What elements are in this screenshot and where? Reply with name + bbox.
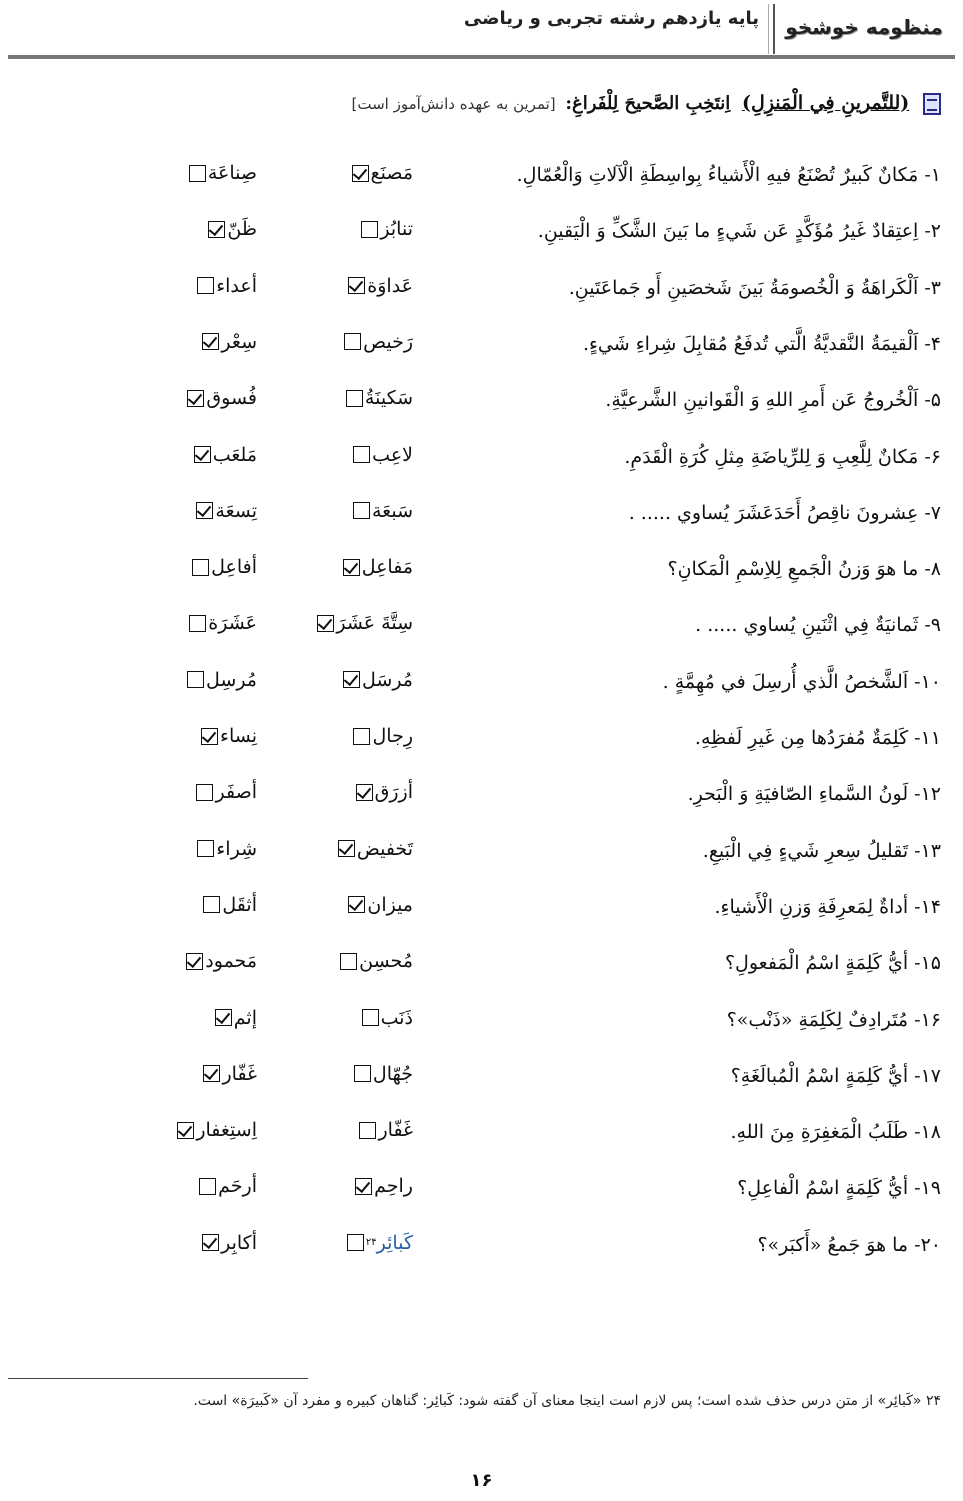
option-label: إثم	[233, 1006, 257, 1029]
option-b[interactable]	[187, 387, 257, 409]
checkbox-unchecked[interactable]	[354, 1065, 371, 1082]
option-a[interactable]	[359, 1119, 413, 1141]
checkbox-unchecked[interactable]	[197, 277, 214, 294]
checkbox-checked[interactable]	[215, 1009, 232, 1026]
option-label: شِراء	[216, 837, 257, 860]
option-b[interactable]	[196, 500, 257, 522]
option-label: نِساء	[220, 725, 257, 747]
option-b[interactable]	[208, 218, 257, 240]
question-text: ١٢- لَونُ السَّماءِ الصّافیَةِ وَ الْبَحرِ.	[687, 783, 941, 806]
footnote-marker[interactable]: ٢۴	[365, 1237, 377, 1249]
checkbox-checked[interactable]	[348, 896, 365, 913]
option-label: اِستِغفار	[196, 1119, 257, 1142]
option-label: لاعِب	[372, 443, 413, 466]
question-text: ١- مَکانٌ کَبیرٌ تُصْنَعُ فیهِ الْأَشیاءُ بِواسِطَةِ الْآلاتِ وَالْعُمّالِ.	[516, 164, 941, 186]
checkbox-checked[interactable]	[187, 390, 204, 407]
option-a[interactable]	[347, 1232, 413, 1254]
question-row	[0, 721, 963, 761]
option-label: فُسوق	[206, 387, 257, 410]
option-label: مَفاعِل	[361, 556, 413, 579]
checkbox-checked[interactable]	[208, 221, 225, 238]
option-a[interactable]	[356, 781, 413, 803]
question-row	[0, 1115, 963, 1155]
option-label: سِتَّةَ عَشَرَ	[336, 612, 413, 635]
option-a[interactable]	[353, 725, 413, 747]
checkbox-checked[interactable]	[338, 840, 355, 857]
option-a[interactable]	[346, 387, 413, 409]
option-b[interactable]	[202, 1232, 257, 1254]
question-row	[0, 552, 963, 592]
option-a[interactable]	[344, 331, 413, 353]
exercise-instruction	[352, 92, 941, 115]
question-row	[0, 271, 963, 311]
option-label: أزرَق	[374, 781, 413, 804]
option-a[interactable]	[362, 1007, 413, 1029]
option-a[interactable]	[340, 950, 413, 972]
option-a[interactable]	[343, 669, 413, 691]
option-b[interactable]	[194, 444, 257, 466]
checkbox-checked[interactable]	[201, 728, 218, 745]
option-label: غَفّار	[378, 1119, 413, 1142]
checkbox-unchecked[interactable]	[353, 728, 370, 745]
option-b[interactable]	[196, 781, 257, 803]
header-title: پایه یازدهم رشته تجربی و ریاضی	[463, 8, 759, 29]
option-label: مَصنَع	[370, 162, 413, 184]
option-label: أعداء	[216, 274, 257, 297]
option-a[interactable]	[352, 162, 414, 184]
option-label: رِجال	[372, 725, 413, 747]
option-label: تنابُز	[380, 218, 413, 241]
checkbox-unchecked[interactable]	[199, 1178, 216, 1195]
exercise-command: اِنتَخِبِ الصَّحیحَ لِلْفَراغِ:	[565, 93, 731, 114]
option-label: مَحمود	[205, 950, 257, 973]
option-b[interactable]	[203, 1063, 257, 1085]
question-row	[0, 214, 963, 254]
question-text: ۴- اَلْقیمَةُ النَّقدیَّةُ الَّتي تُدفَعُ مُقابِلَ شِراءِ شَيءٍ.	[582, 332, 941, 355]
document-icon	[923, 93, 941, 115]
checkbox-unchecked[interactable]	[340, 953, 357, 970]
option-label: سَبعَة	[371, 499, 413, 522]
option-label: أکابِر	[221, 1231, 257, 1254]
option-a[interactable]	[338, 838, 413, 860]
checkbox-unchecked[interactable]	[353, 502, 370, 519]
exercise-title: (للتَّمرینِ فِي الْمَنزِلِ)	[742, 92, 910, 114]
option-label: کَبائِر	[376, 1231, 413, 1254]
option-b[interactable]	[199, 1175, 257, 1197]
question-text: ٨- ما هوَ وَزنُ الْجَمعِ لِلاِسْمِ الْمَکانِ؟	[667, 558, 941, 581]
question-text: ٢- اِعتِقادٌ غَیرُ مُؤَکَّدٍ عَن شَيءٍ ما بَینَ الشَّکِّ وَ الْیَقینِ.	[537, 220, 941, 243]
question-row	[0, 158, 963, 198]
checkbox-checked[interactable]	[343, 559, 360, 576]
checkbox-checked[interactable]	[196, 502, 213, 519]
checkbox-checked[interactable]	[202, 333, 219, 350]
question-text: ١۴- أداةٌ لِمَعرِفَةِ وَزنِ الْأَشیاءِ.	[714, 895, 941, 918]
checkbox-checked[interactable]	[348, 277, 365, 294]
question-row	[0, 383, 963, 423]
checkbox-checked[interactable]	[203, 1065, 220, 1082]
question-row	[0, 777, 963, 817]
option-label: غَفّار	[222, 1062, 257, 1085]
checkbox-unchecked[interactable]	[361, 221, 378, 238]
checkbox-unchecked[interactable]	[353, 446, 370, 463]
checkbox-unchecked[interactable]	[196, 784, 213, 801]
checkbox-unchecked[interactable]	[189, 165, 206, 182]
option-a[interactable]	[317, 612, 413, 634]
option-label: سَکینَةُ	[364, 387, 413, 410]
option-label: مُرسِل	[206, 668, 257, 691]
question-text: ٩- ثَمانیَةٌ فِي اثْنَینِ یُساوي ..... .	[695, 614, 941, 637]
question-text: ١١- کَلِمَةٌ مُفرَدُها مِن غَیرِ لَفظِهِ.	[694, 727, 941, 749]
question-text: ١۶- مُتَرادِفٌ لِکَلِمَةِ «ذَنْب»؟	[726, 1008, 941, 1031]
option-a[interactable]	[354, 1063, 413, 1085]
header-divider	[773, 4, 775, 54]
option-b[interactable]	[202, 331, 257, 353]
option-a[interactable]	[353, 500, 413, 522]
footnote: ٢۴ «کَبائِر» از متن درس حذف شده است؛ پس لازم است اینجا معنای آن گفته شود: کَبائِر: گناهان کبیره و مفرد آن «کَبیرَة» است.	[193, 1393, 941, 1409]
option-label: رَخیص	[363, 330, 413, 353]
option-b[interactable]	[197, 275, 257, 297]
question-row	[0, 440, 963, 480]
option-b[interactable]	[177, 1119, 257, 1141]
question-text: ١٧- أيُّ کَلِمَةٍ اسْمُ الْمُبالَغَةِ؟	[730, 1064, 941, 1087]
question-text: ٧- عِشرونَ ناقِصُ أَحَدَعَشَرَ یُساوي ..... .	[628, 501, 941, 524]
question-text: ١۵- أيُّ کَلِمَةٍ اسْمُ الْمَفعولِ؟	[724, 952, 941, 975]
question-text: ۶- مَکانٌ لِلَّعِبِ وَ لِلرِّیاضَةِ مِثلِ کُرَةِ الْقَدَمِ.	[624, 445, 941, 468]
option-label: أثقَل	[222, 893, 257, 916]
footnote-rule	[8, 1378, 308, 1379]
question-text: ٢٠- ما هوَ جَمعُ «أَکبَر»؟	[757, 1233, 941, 1256]
checkbox-checked[interactable]	[352, 165, 369, 182]
option-b[interactable]	[189, 162, 257, 184]
option-label: جُهّال	[372, 1062, 413, 1085]
option-label: میزان	[367, 893, 413, 916]
option-label: مُحسِن	[359, 950, 413, 973]
question-row	[0, 1171, 963, 1211]
option-label: عَشَرَة	[208, 612, 257, 635]
checkbox-unchecked[interactable]	[197, 840, 214, 857]
option-label: سِعْر	[221, 330, 257, 353]
option-b[interactable]	[203, 894, 257, 916]
option-label: راحِم	[374, 1175, 413, 1198]
checkbox-unchecked[interactable]	[346, 390, 363, 407]
option-a[interactable]	[361, 218, 413, 240]
option-label: أرحَم	[218, 1175, 257, 1198]
header-divider-light	[768, 4, 769, 54]
page-number: ١۶	[470, 1470, 493, 1491]
checkbox-unchecked[interactable]	[347, 1234, 364, 1251]
checkbox-checked[interactable]	[356, 784, 373, 801]
option-label: أصفَر	[215, 781, 257, 804]
question-row	[0, 1059, 963, 1099]
question-row	[0, 946, 963, 986]
option-label: مَلعَب	[212, 443, 257, 466]
question-text: ١٠- اَلشَّخصُ الَّذي أُرسِلَ في مُهِمَّةٍ .	[662, 670, 941, 693]
question-row	[0, 608, 963, 648]
checkbox-unchecked[interactable]	[344, 333, 361, 350]
question-row	[0, 1228, 963, 1268]
option-label: عَداوَة	[367, 274, 413, 297]
question-text: ١٩- أيُّ کَلِمَةٍ اسْمُ الْفاعِلِ؟	[737, 1177, 941, 1200]
question-text: ۵- اَلْخُروجُ عَن أَمرِ اللهِ وَ الْقَوانینِ الشَّرعیَّةِ.	[605, 389, 941, 412]
option-a[interactable]	[343, 556, 413, 578]
option-label: مُرسَل	[362, 668, 413, 691]
checkbox-checked[interactable]	[194, 446, 211, 463]
option-a[interactable]	[355, 1175, 413, 1197]
question-row	[0, 834, 963, 874]
header-rule	[8, 55, 955, 59]
option-label: تِسعَة	[215, 499, 257, 522]
option-label: صِناعَة	[207, 162, 257, 184]
option-label: ظَنّ	[227, 218, 257, 241]
option-b[interactable]	[187, 669, 257, 691]
checkbox-checked[interactable]	[177, 1122, 194, 1139]
question-text: ٣- اَلْکَراهَةُ وَ الْخُصومَةُ بَینَ شَخصَینِ أَو جَماعَتَینِ.	[568, 276, 941, 299]
exercise-note: [تمرین به عهده دانش‌آموز است]	[351, 95, 556, 113]
option-b[interactable]	[201, 725, 257, 747]
option-label: تَخفیض	[356, 837, 413, 860]
checkbox-unchecked[interactable]	[359, 1122, 376, 1139]
brand-logo: منظومه خوشخو	[785, 15, 943, 39]
question-row	[0, 890, 963, 930]
question-row	[0, 496, 963, 536]
option-a[interactable]	[348, 894, 413, 916]
option-b[interactable]	[192, 556, 257, 578]
checkbox-unchecked[interactable]	[362, 1009, 379, 1026]
option-label: أفاعِل	[211, 556, 257, 579]
option-b[interactable]	[186, 950, 257, 972]
question-row	[0, 327, 963, 367]
checkbox-unchecked[interactable]	[189, 615, 206, 632]
checkbox-checked[interactable]	[317, 615, 334, 632]
checkbox-unchecked[interactable]	[203, 896, 220, 913]
option-b[interactable]	[189, 612, 257, 634]
checkbox-unchecked[interactable]	[187, 671, 204, 688]
checkbox-checked[interactable]	[202, 1234, 219, 1251]
page-header	[0, 0, 963, 62]
option-b[interactable]	[215, 1007, 257, 1029]
question-text: ١٨- طَلَبُ الْمَغفِرَةِ مِنَ اللهِ.	[730, 1121, 941, 1144]
checkbox-unchecked[interactable]	[192, 559, 209, 576]
option-a[interactable]	[348, 275, 413, 297]
checkbox-checked[interactable]	[355, 1178, 372, 1195]
question-text: ١٣- تَقلیلُ سِعرِ شَيءٍ فِي الْبَیعِ.	[702, 839, 941, 862]
question-row	[0, 665, 963, 705]
question-row	[0, 1003, 963, 1043]
option-label: ذَنَب	[380, 1006, 413, 1029]
checkbox-checked[interactable]	[343, 671, 360, 688]
option-b[interactable]	[197, 838, 257, 860]
checkbox-checked[interactable]	[186, 953, 203, 970]
option-a[interactable]	[353, 444, 413, 466]
